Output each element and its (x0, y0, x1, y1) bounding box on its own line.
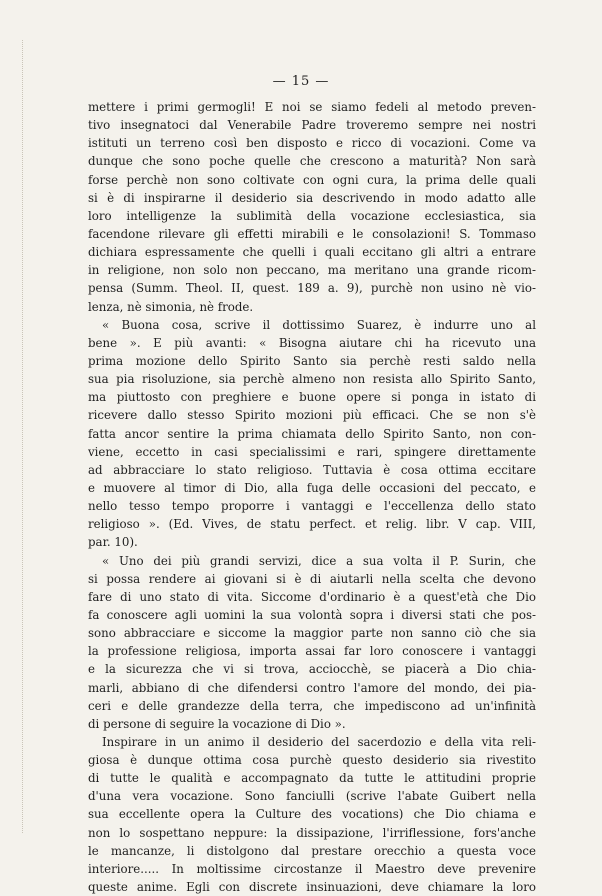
text-line: in religione, non solo non peccano, ma meritano una grande ricom- (88, 263, 536, 278)
text-line: si è di inspirarne il desiderio sia descrivendo in modo adatto alle (88, 190, 536, 205)
text-line: Inspirare in un animo il desiderio del sacerdozio e della vita reli- (102, 734, 536, 749)
text-line: ricevere dallo stesso Spirito mozioni più efficaci. Che se non s'è (88, 408, 536, 423)
text-line: ma piuttosto con preghiere e buone opere si ponga in istato di (88, 390, 536, 405)
text-line: interiore..... In moltissime circostanze il Maestro deve prevenire (88, 861, 536, 876)
body-text (88, 98, 536, 896)
text-line: e muovere al timor di Dio, alla fuga delle occasioni del peccato, e (88, 480, 536, 495)
text-line: queste anime. Egli con discrete insinuazioni, deve chiamare la loro (88, 880, 536, 895)
text-line: fa conoscere agli uomini la sua volontà sopra i diversi stati che pos- (88, 607, 536, 622)
text-line: dichiara espressamente che quelli i quali eccitano gli altri a entrare (88, 245, 536, 260)
text-line: ceri e delle grandezze della terra, che impediscono ad un'infinità (88, 698, 536, 713)
text-line: fare di uno stato di vita. Siccome d'ordinario è a quest'età che Dio (88, 589, 536, 604)
text-line: giosa è dunque ottima cosa purchè questo desiderio sia rivestito (88, 753, 536, 768)
text-line: pensa (Summ. Theol. II, quest. 189 a. 9), purchè non usino nè vio- (88, 281, 536, 296)
text-line: « Buona cosa, scrive il dottissimo Suarez, è indurre uno al (102, 317, 536, 332)
text-line: forse perchè non sono coltivate con ogni cura, la prima delle quali (88, 172, 536, 187)
text-line: di tutte le qualità e accompagnato da tutte le attitudini proprie (88, 771, 536, 786)
page-edge (22, 40, 23, 833)
text-line: di persone di seguire la vocazione di Dio ». (88, 716, 346, 731)
text-line: sua eccellente opera la Culture des vocations) che Dio chiama e (88, 807, 536, 822)
text-line: religioso ». (Ed. Vives, de statu perfect. et relig. libr. V cap. VIII, (88, 517, 536, 532)
text-line: prima mozione dello Spirito Santo sia perchè resti saldo nella (88, 353, 536, 368)
text-line: loro intelligenze la sublimità della vocazione ecclesiastica, sia (88, 208, 536, 223)
text-line: facendone rilevare gli effetti mirabili e le consolazioni! S. Tommaso (88, 226, 536, 241)
text-line: istituti un terreno così ben disposto e ricco di vocazioni. Come va (88, 136, 536, 151)
text-line: « Uno dei più grandi servizi, dice a sua volta il P. Surin, che (102, 553, 536, 568)
text-line: lenza, nè simonia, nè frode. (88, 299, 254, 314)
text-line: fatta ancor sentire la prima chiamata dello Spirito Santo, non con- (88, 426, 536, 441)
text-line: bene ». E più avanti: « Bisogna aiutare chi ha ricevuto una (88, 335, 536, 350)
page-number: — 15 — (272, 74, 330, 89)
text-line: par. 10). (88, 535, 138, 550)
text-line: non lo sospettano neppure: la dissipazione, l'irriflessione, fors'anche (88, 825, 536, 840)
text-line: la professione religiosa, importa assai far loro conoscere i vantaggi (88, 644, 536, 659)
text-line: marli, abbiano di che difendersi contro l'amore del mondo, dei pia- (88, 680, 536, 695)
text-line: d'una vera vocazione. Sono fanciulli (scrive l'abate Guibert nella (88, 789, 536, 804)
text-line: sono abbracciare e siccome la maggior parte non sanno ciò che sia (88, 626, 536, 641)
text-line: le mancanze, li distolgono dal prestare orecchio a questa voce (88, 843, 536, 858)
text-line: dunque che sono poche quelle che crescono a maturità? Non sarà (88, 154, 536, 169)
text-line: sua pia risoluzione, sia perchè almeno non resista allo Spirito Santo, (88, 372, 536, 387)
text-line: ad abbracciare lo stato religioso. Tuttavia è cosa ottima eccitare (88, 462, 536, 477)
text-line: mettere i primi germogli! E noi se siamo fedeli al metodo preven- (88, 100, 536, 114)
text-line: si possa rendere ai giovani si è di aiutarli nella scelta che devono (88, 571, 536, 586)
text-line: viene, eccetto in casi specialissimi e rari, spingere direttamente (88, 444, 536, 459)
text-line: tivo insegnatoci dal Venerabile Padre troveremo sempre nei nostri (88, 118, 536, 133)
text-line: nello tesso tempo proporre i vantaggi e l'eccellenza dello stato (88, 499, 536, 514)
text-line: e la sicurezza che vi si trova, acciocchè, se piacerà a Dio chia- (88, 662, 536, 677)
